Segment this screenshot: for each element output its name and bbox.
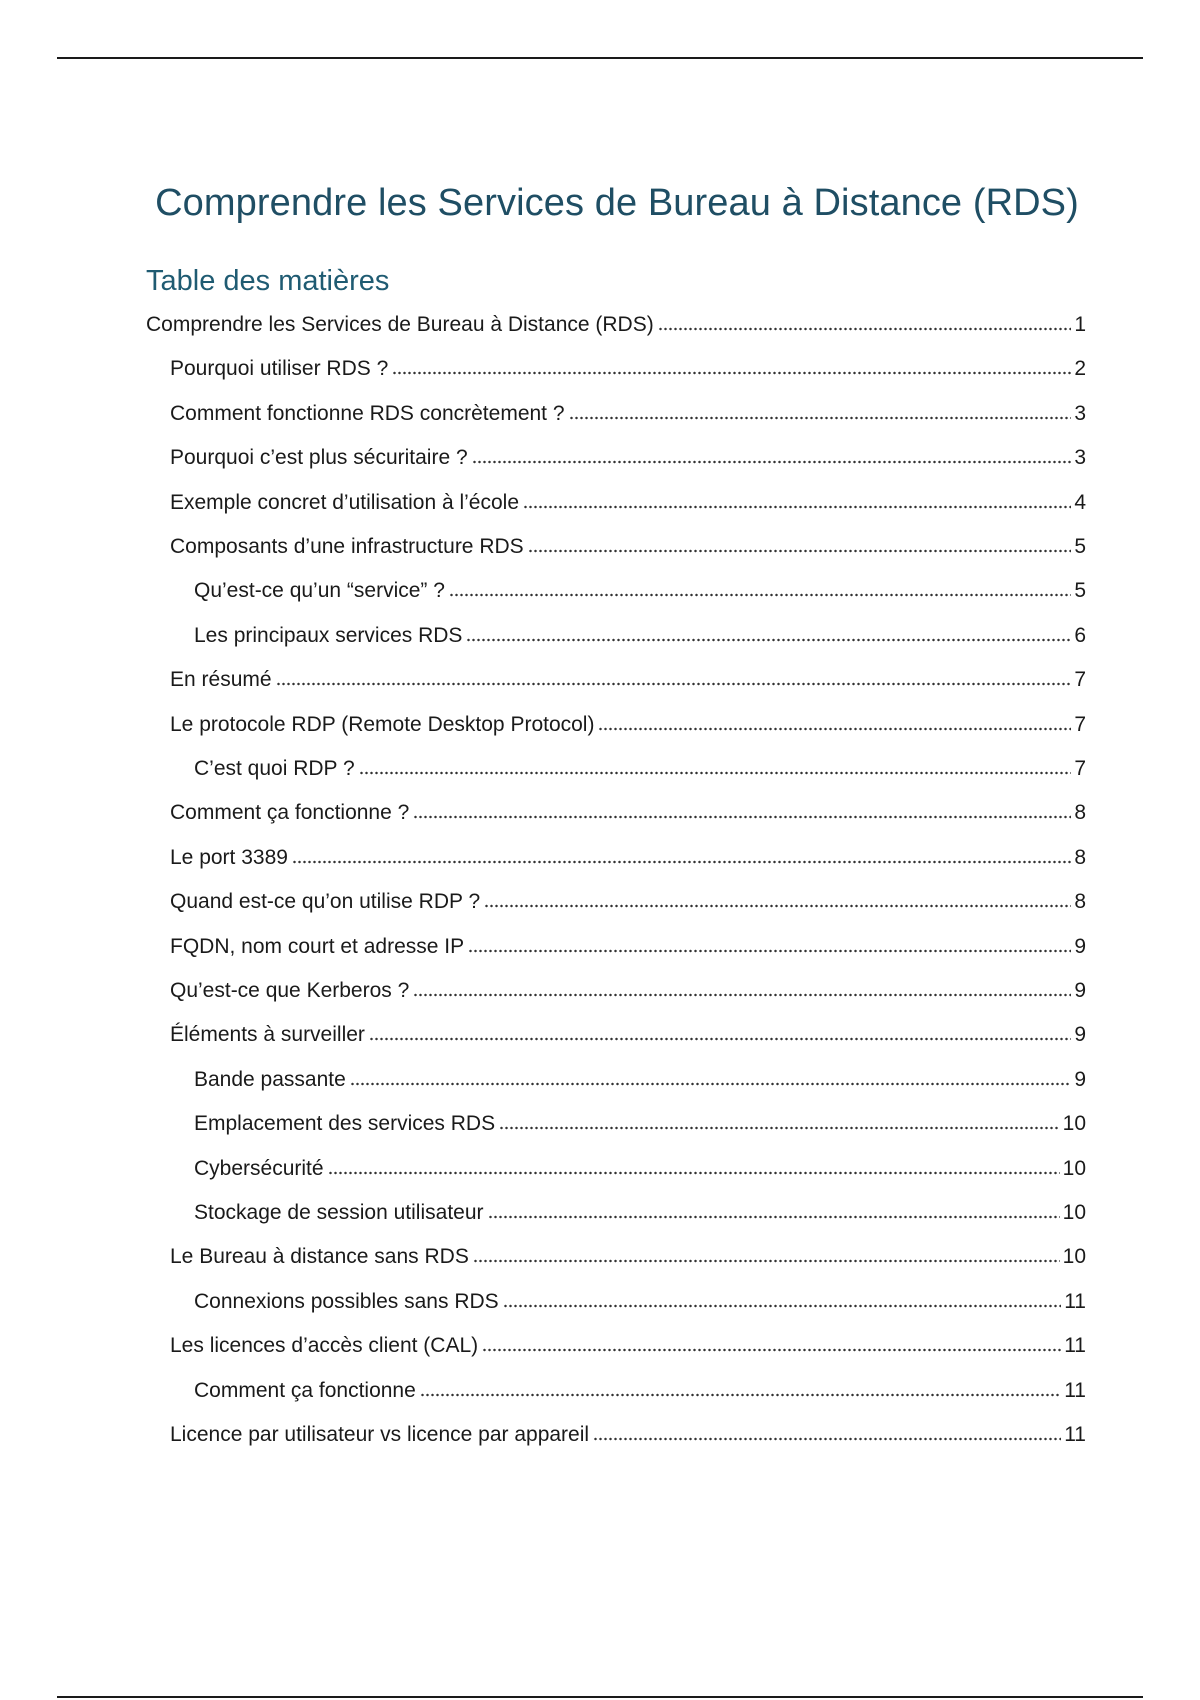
dot-leader <box>413 992 1071 998</box>
toc-link[interactable] <box>170 659 1086 693</box>
toc-entry <box>0 348 1200 382</box>
toc-entry-page-number: 10 <box>1062 1112 1086 1136</box>
toc-entry-page-number: 11 <box>1064 1378 1086 1402</box>
toc-link[interactable] <box>170 970 1086 1004</box>
toc-entry-label: Éléments à surveiller <box>170 1022 369 1048</box>
toc-entry-label: Les principaux services RDS <box>194 623 466 649</box>
toc-entry-page-number: 11 <box>1064 1289 1086 1313</box>
toc-link[interactable] <box>170 1014 1086 1048</box>
toc-link[interactable] <box>170 348 1086 382</box>
toc-entry <box>0 615 1200 649</box>
toc-entry-label: Le Bureau à distance sans RDS <box>170 1244 473 1270</box>
toc-entry-page-number: 9 <box>1074 934 1086 958</box>
toc-link[interactable] <box>194 1281 1086 1315</box>
toc-entry-page-number: 8 <box>1074 890 1086 914</box>
toc-link[interactable] <box>170 792 1086 826</box>
toc-entry-label: Connexions possibles sans RDS <box>194 1289 503 1315</box>
toc-link[interactable] <box>170 704 1086 738</box>
toc-entry-page-number: 2 <box>1074 357 1086 381</box>
toc-link[interactable] <box>170 926 1086 960</box>
toc-entry-page-number: 10 <box>1062 1156 1086 1180</box>
toc-entry <box>0 748 1200 782</box>
toc-link[interactable] <box>194 570 1086 604</box>
dot-leader <box>449 592 1071 598</box>
toc-entry <box>0 1148 1200 1182</box>
toc-entry-page-number: 4 <box>1074 490 1086 514</box>
dot-leader <box>292 859 1071 865</box>
toc-link[interactable] <box>194 1059 1086 1093</box>
toc-entry <box>0 526 1200 560</box>
toc-entry-label: Comprendre les Services de Bureau à Distance (RDS) <box>146 312 658 338</box>
toc-entry <box>0 837 1200 871</box>
dot-leader <box>359 770 1072 776</box>
dot-leader <box>473 1258 1060 1264</box>
dot-leader <box>472 459 1072 465</box>
toc-entry-label: Stockage de session utilisateur <box>194 1200 488 1226</box>
toc-entry-label: Cybersécurité <box>194 1156 328 1182</box>
toc-entry-page-number: 6 <box>1074 623 1086 647</box>
toc-link[interactable] <box>170 1414 1086 1448</box>
dot-leader <box>482 1347 1061 1353</box>
dot-leader <box>392 370 1071 376</box>
toc-entry-label: Composants d’une infrastructure RDS <box>170 534 528 560</box>
toc-entry-label: Emplacement des services RDS <box>194 1111 499 1137</box>
toc-entry-label: Les licences d’accès client (CAL) <box>170 1333 482 1359</box>
toc-entry <box>0 1059 1200 1093</box>
toc-entry <box>0 437 1200 471</box>
toc-entry <box>0 792 1200 826</box>
toc-entry <box>0 482 1200 516</box>
toc-entry-page-number: 11 <box>1064 1334 1086 1358</box>
toc-link[interactable] <box>170 1325 1086 1359</box>
dot-leader <box>523 504 1071 510</box>
toc-link[interactable] <box>194 748 1086 782</box>
toc-entry-label: Comment ça fonctionne ? <box>170 800 413 826</box>
toc-entry-page-number: 8 <box>1074 801 1086 825</box>
toc-entry-label: C’est quoi RDP ? <box>194 756 359 782</box>
dot-leader <box>350 1081 1072 1087</box>
toc-entry-label: Pourquoi utiliser RDS ? <box>170 356 392 382</box>
toc-entry-label: Qu’est-ce que Kerberos ? <box>170 978 413 1004</box>
toc-entry-page-number: 7 <box>1074 712 1086 736</box>
toc-entry <box>0 970 1200 1004</box>
toc-link[interactable] <box>170 881 1086 915</box>
toc-link[interactable] <box>170 837 1086 871</box>
toc-entry-label: FQDN, nom court et adresse IP <box>170 934 468 960</box>
toc-entry-page-number: 7 <box>1074 757 1086 780</box>
dot-leader <box>420 1392 1061 1398</box>
toc-entry <box>0 1192 1200 1226</box>
toc-link[interactable] <box>194 1370 1086 1404</box>
toc-entry-label: Comment fonctionne RDS concrètement ? <box>170 401 569 427</box>
toc-entry <box>0 926 1200 960</box>
toc-entry-label: Comment ça fonctionne <box>194 1378 420 1404</box>
toc-entry <box>0 1236 1200 1270</box>
toc-link[interactable] <box>170 1236 1086 1270</box>
toc-entry-page-number: 9 <box>1074 979 1086 1002</box>
toc-entry <box>0 1103 1200 1137</box>
toc-entry-page-number: 10 <box>1062 1201 1086 1224</box>
toc-entry <box>0 570 1200 604</box>
toc-entry-page-number: 5 <box>1074 535 1086 558</box>
dot-leader <box>328 1170 1060 1176</box>
toc-entry-label: Bande passante <box>194 1067 350 1093</box>
toc-entry-page-number: 10 <box>1062 1245 1086 1269</box>
toc-entry-page-number: 5 <box>1074 579 1086 603</box>
toc-entry-label: Licence par utilisateur vs licence par appareil <box>170 1422 593 1448</box>
dot-leader <box>593 1436 1061 1442</box>
toc-entry <box>0 1281 1200 1315</box>
toc-link[interactable] <box>170 526 1086 560</box>
toc-heading: Table des matières <box>146 265 390 297</box>
toc-link[interactable] <box>170 437 1086 471</box>
toc-entry-page-number: 3 <box>1074 446 1086 470</box>
toc-link[interactable] <box>194 1192 1086 1226</box>
footer-rule <box>57 1696 1143 1698</box>
toc-entry-page-number: 7 <box>1074 668 1086 692</box>
dot-leader <box>499 1125 1060 1131</box>
toc-entry <box>0 304 1200 338</box>
toc-entry <box>0 704 1200 738</box>
toc-link[interactable] <box>170 393 1086 427</box>
toc-entry-page-number: 9 <box>1074 1067 1086 1091</box>
toc-entry-page-number: 3 <box>1074 401 1086 425</box>
toc-entry <box>0 1370 1200 1404</box>
document-title: Comprendre les Services de Bureau à Distance (RDS) <box>155 182 1079 224</box>
dot-leader <box>488 1214 1060 1220</box>
toc-entry-label: Exemple concret d’utilisation à l’école <box>170 490 523 516</box>
dot-leader <box>276 681 1072 687</box>
toc-link[interactable] <box>146 304 1086 338</box>
toc-entry-label: Qu’est-ce qu’un “service” ? <box>194 578 449 604</box>
dot-leader <box>569 415 1072 421</box>
toc-link[interactable] <box>194 1103 1086 1137</box>
toc-entry <box>0 1014 1200 1048</box>
toc-link[interactable] <box>170 482 1086 516</box>
dot-leader <box>413 814 1071 820</box>
toc-entry-page-number: 1 <box>1074 313 1086 336</box>
toc-entry-label: Pourquoi c’est plus sécuritaire ? <box>170 445 472 471</box>
toc-link[interactable] <box>194 615 1086 649</box>
dot-leader <box>528 548 1072 554</box>
dot-leader <box>484 903 1071 909</box>
dot-leader <box>468 948 1071 954</box>
dot-leader <box>658 326 1072 332</box>
toc-entry-page-number: 8 <box>1074 845 1086 869</box>
toc-entry-page-number: 11 <box>1064 1423 1086 1446</box>
toc-entry-label: Le protocole RDP (Remote Desktop Protocol) <box>170 712 598 738</box>
toc-entry-label: En résumé <box>170 667 276 693</box>
dot-leader <box>466 637 1071 643</box>
header-rule <box>57 57 1143 59</box>
toc-entry <box>0 1325 1200 1359</box>
dot-leader <box>503 1303 1062 1309</box>
dot-leader <box>598 726 1071 732</box>
toc-entry-label: Le port 3389 <box>170 845 292 871</box>
toc-link[interactable] <box>194 1148 1086 1182</box>
toc-entry-label: Quand est-ce qu’on utilise RDP ? <box>170 889 484 915</box>
toc-entry <box>0 659 1200 693</box>
toc-entry <box>0 393 1200 427</box>
dot-leader <box>369 1036 1071 1042</box>
toc-entry <box>0 1414 1200 1448</box>
toc-entry <box>0 881 1200 915</box>
toc-entry-page-number: 9 <box>1074 1023 1086 1047</box>
